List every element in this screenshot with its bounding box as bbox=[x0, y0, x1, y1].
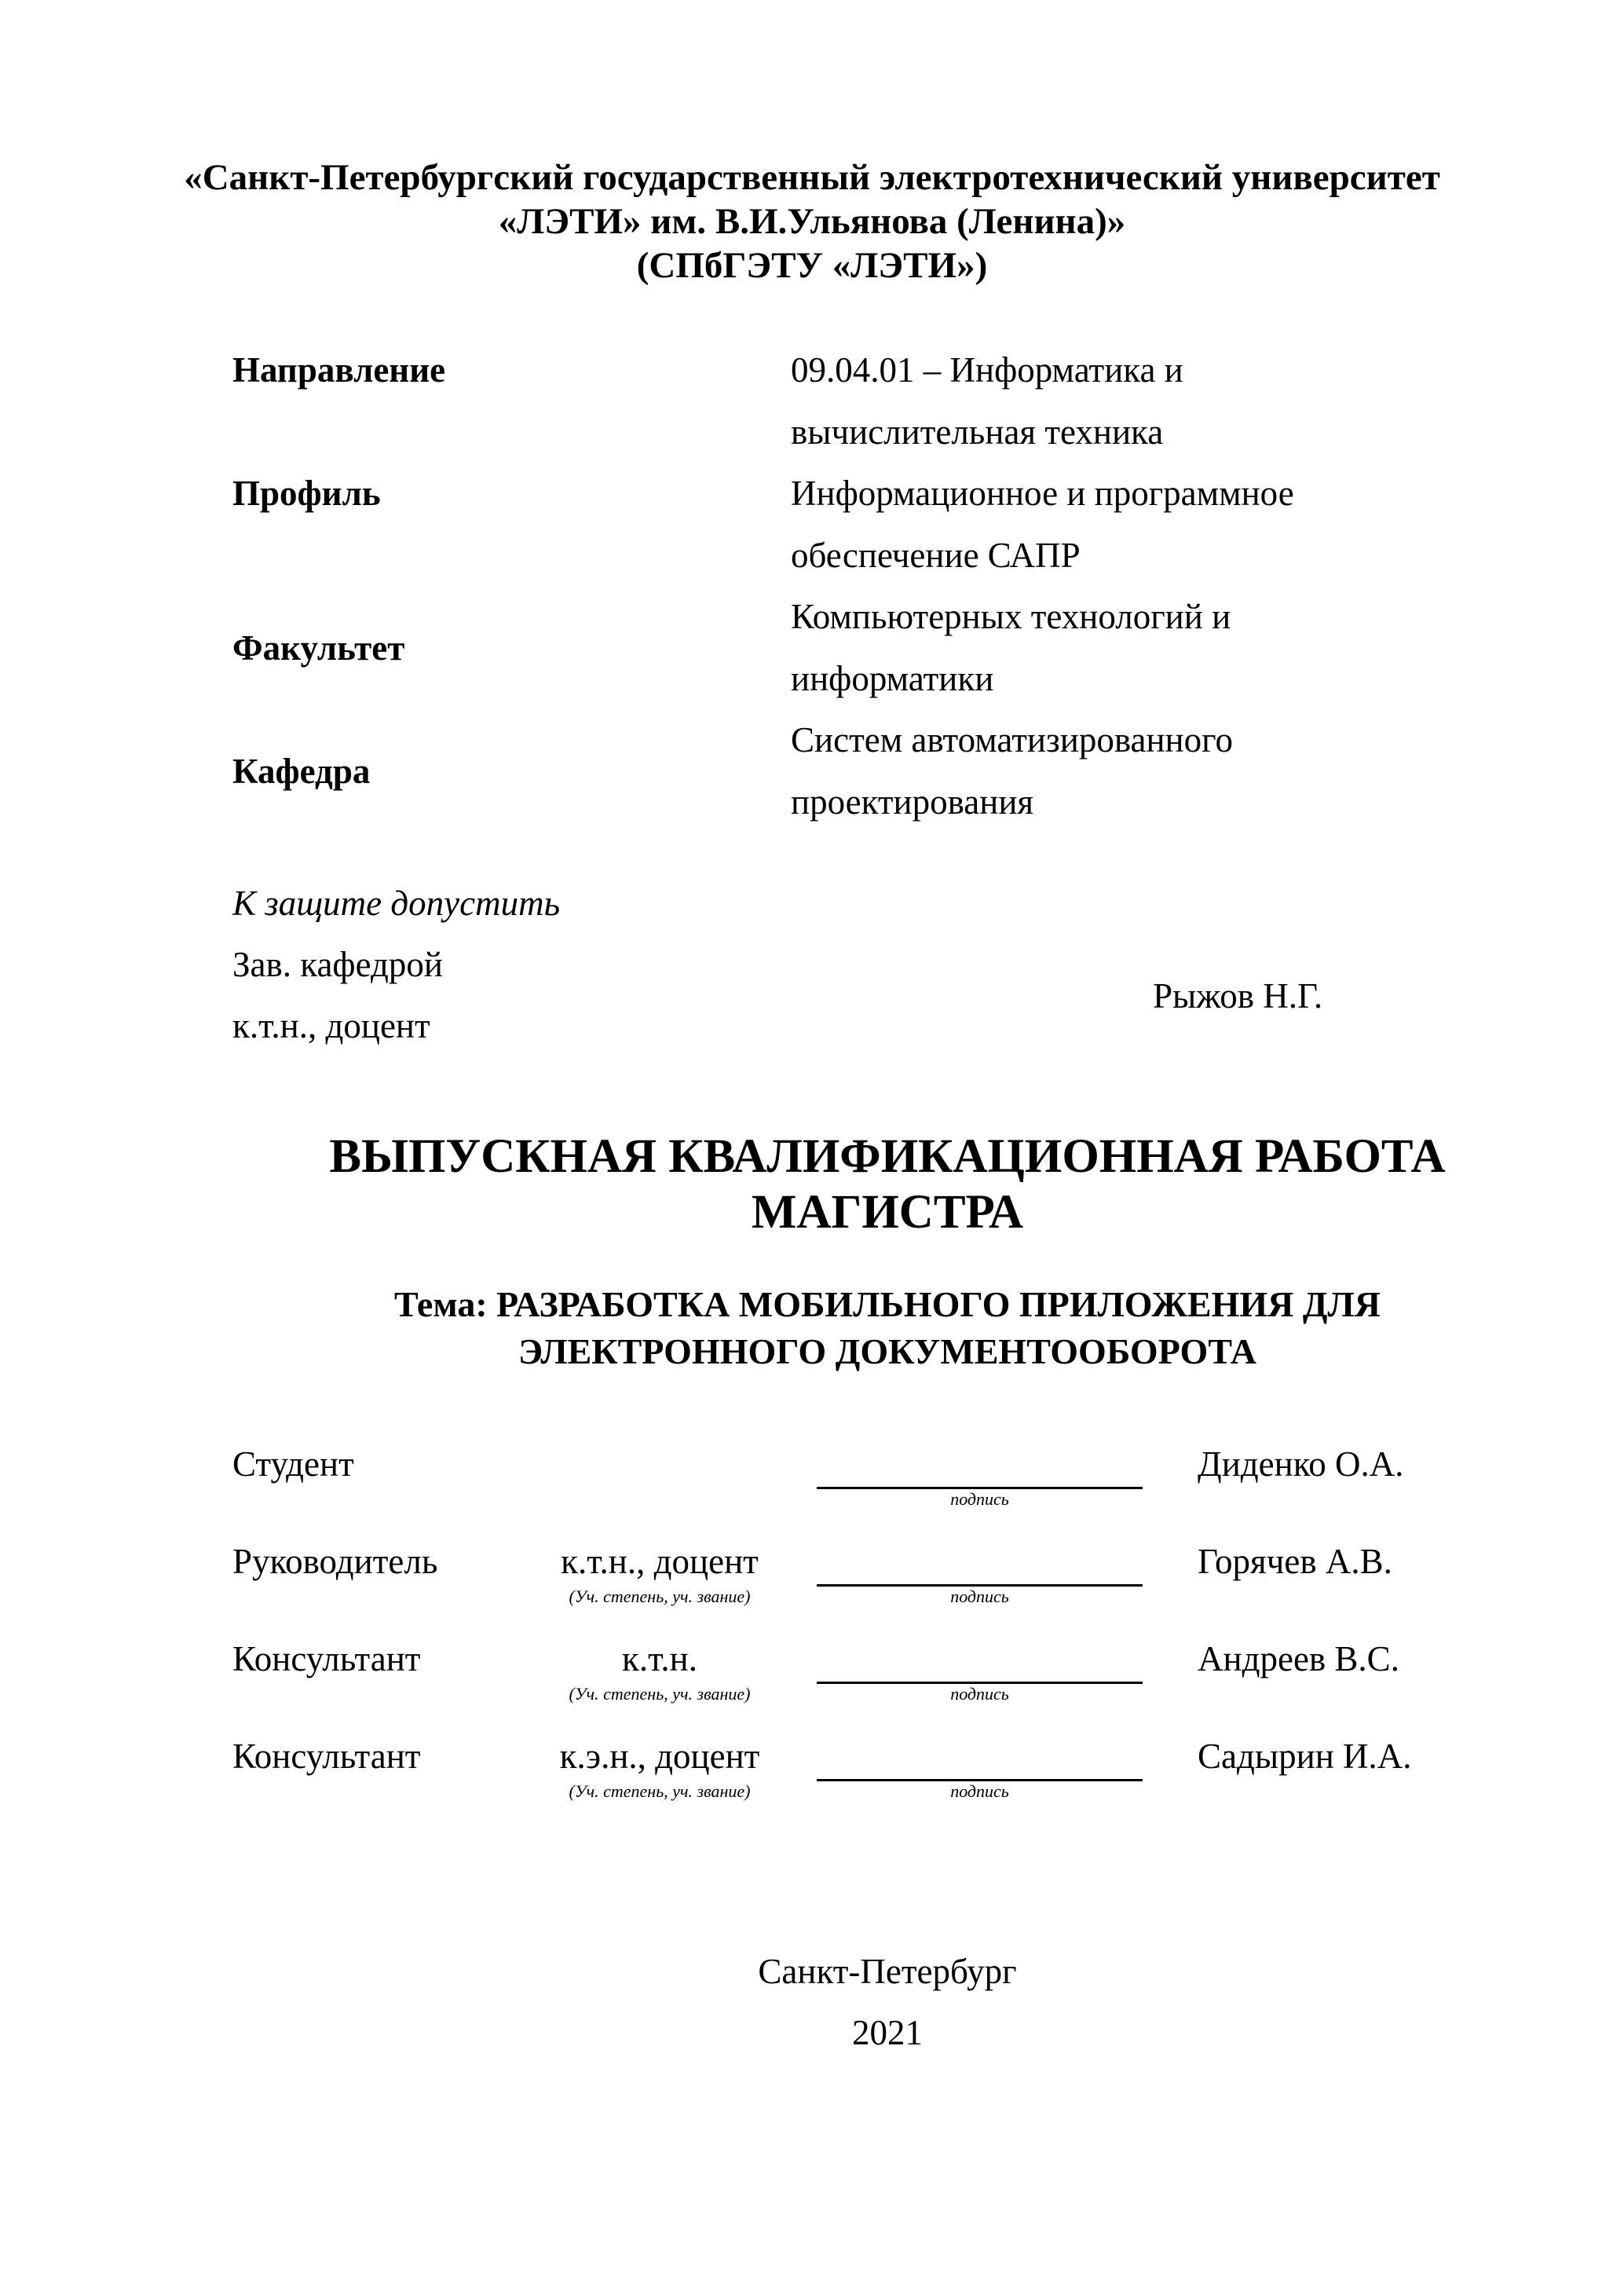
department-value-line-1: Систем автоматизированного bbox=[791, 720, 1233, 760]
signature-caption: подпись bbox=[950, 1489, 1009, 1509]
topic-line-1: Тема: РАЗРАБОТКА МОБИЛЬНОГО ПРИЛОЖЕНИЯ ДЛЯ bbox=[393, 1284, 1381, 1324]
university-name-line-2: «ЛЭТИ» им. В.И.Ульянова (Ленина)» bbox=[498, 201, 1126, 242]
direction-value-line-2: вычислительная техника bbox=[791, 412, 1164, 452]
degree-caption: (Уч. степень, уч. звание) bbox=[569, 1781, 751, 1801]
signature-name: Горячев А.В. bbox=[1198, 1542, 1392, 1581]
signature-role: Консультант bbox=[232, 1639, 421, 1678]
department-value-line-2: проектирования bbox=[791, 782, 1034, 822]
faculty-label: Факультет bbox=[232, 628, 405, 668]
admission-title: К защите допустить bbox=[232, 884, 561, 923]
faculty-value-line-1: Компьютерных технологий и bbox=[791, 597, 1231, 636]
signature-name: Диденко О.А. bbox=[1198, 1444, 1404, 1484]
topic-line-2: ЭЛЕКТРОННОГО ДОКУМЕНТООБОРОТА bbox=[518, 1331, 1256, 1371]
profile-value-line-1: Информационное и программное bbox=[791, 474, 1294, 513]
signature-degree: к.т.н. bbox=[622, 1639, 697, 1678]
admission-degree: к.т.н., доцент bbox=[232, 1006, 430, 1045]
university-name-line-1: «Санкт-Петербургский государственный электротехнический университет bbox=[184, 157, 1440, 198]
signature-degree: к.э.н., доцент bbox=[559, 1737, 760, 1776]
department-label: Кафедра bbox=[232, 752, 371, 791]
admission-head-name: Рыжов Н.Г. bbox=[1153, 976, 1323, 1016]
signature-degree: к.т.н., доцент bbox=[561, 1542, 759, 1581]
signature-role: Студент bbox=[232, 1444, 354, 1484]
direction-value-line-1: 09.04.01 – Информатика и bbox=[791, 350, 1183, 390]
footer-city: Санкт-Петербург bbox=[758, 1952, 1017, 1991]
signature-caption: подпись bbox=[950, 1781, 1009, 1801]
faculty-value-line-2: информатики bbox=[791, 659, 994, 698]
signature-caption: подпись bbox=[950, 1587, 1009, 1606]
signature-role: Консультант bbox=[232, 1737, 421, 1776]
admission-position: Зав. кафедрой bbox=[232, 945, 443, 984]
signature-caption: подпись bbox=[950, 1684, 1009, 1704]
document-title-line-2: МАГИСТРА bbox=[751, 1186, 1024, 1239]
footer-year: 2021 bbox=[852, 2013, 923, 2052]
profile-label: Профиль bbox=[232, 474, 381, 513]
signature-name: Садырин И.А. bbox=[1198, 1737, 1412, 1776]
signature-role: Руководитель bbox=[232, 1542, 438, 1581]
direction-label: Направление bbox=[232, 350, 446, 390]
university-abbreviation: (СПбГЭТУ «ЛЭТИ») bbox=[636, 245, 988, 286]
profile-value-line-2: обеспечение САПР bbox=[791, 536, 1081, 575]
document-title-line-1: ВЫПУСКНАЯ КВАЛИФИКАЦИОННАЯ РАБОТА bbox=[329, 1130, 1446, 1183]
degree-caption: (Уч. степень, уч. звание) bbox=[569, 1587, 751, 1606]
signature-name: Андреев В.С. bbox=[1198, 1639, 1399, 1678]
degree-caption: (Уч. степень, уч. звание) bbox=[569, 1684, 751, 1704]
